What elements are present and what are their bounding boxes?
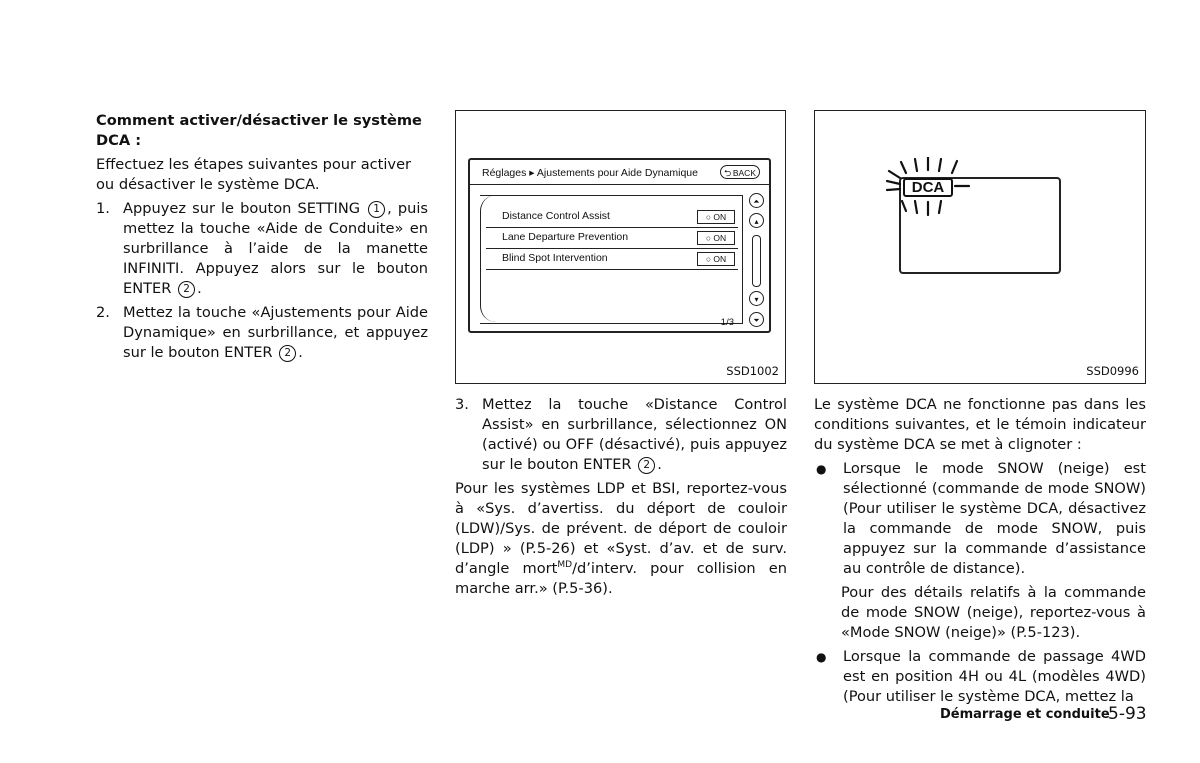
step-number: 2. (96, 304, 110, 321)
scroll-top-icon[interactable]: ⏶ (749, 193, 764, 208)
step-2 (96, 303, 428, 363)
right-column (814, 395, 1146, 711)
scrollbar[interactable] (752, 235, 761, 287)
step-1 (96, 199, 428, 299)
menu-row-lane-departure-prevention[interactable] (486, 228, 738, 249)
display-screen (468, 158, 771, 333)
callout-number: 2 (178, 281, 195, 298)
row-label: Distance Control Assist (502, 210, 610, 222)
intro-paragraph: Effectuez les étapes suivantes pour activer ou désactiver le système DCA. (96, 156, 412, 193)
bullet-icon: ● (816, 462, 827, 476)
step-number: 1. (96, 200, 110, 217)
bullet-note: Pour des détails relatifs à la commande de mode SNOW (neige), reportez-vous à «Mode SNOW (neige)» (P.5-123). (841, 584, 1146, 641)
toggle-label: ON (713, 254, 727, 264)
step-text-part: . (657, 456, 662, 473)
figure-dca-indicator (814, 110, 1146, 384)
figure-settings-screen (455, 110, 786, 384)
dca-indicator-flashing (885, 157, 975, 217)
step-text-part: Mettez la touche «Ajustements pour Aide Dynamique» en surbrillance, et appuyez sur le bouton ENTER (123, 304, 428, 361)
screen-title: Réglages ▸ Ajustements pour Aide Dynamique (482, 167, 698, 179)
paragraph-part: /d’interv. pour collision en marche arr.» (P.5-36). (455, 560, 787, 597)
back-label: BACK (732, 168, 756, 178)
step-text-part: Appuyez sur le bouton SETTING (123, 200, 361, 217)
bullet-text: Lorsque le mode SNOW (neige) est sélectionné (commande de mode SNOW) (Pour utiliser le système DCA, désactivez la commande de mode SNOW, puis appuyez sur la commande d’assistance au contrôle de distance). (843, 460, 1146, 577)
bullet-text: Lorsque la commande de passage 4WD est en position 4H ou 4L (modèles 4WD) (Pour utiliser le système DCA, mettez la (843, 648, 1146, 705)
middle-column (455, 395, 787, 603)
step-3 (455, 395, 787, 475)
toggle-indicator: ○ ON (697, 252, 735, 266)
step-text (482, 395, 787, 475)
menu-row-blind-spot-intervention[interactable] (486, 249, 738, 270)
row-label: Blind Spot Intervention (502, 252, 608, 264)
back-arrow-icon: ⮌ (724, 168, 732, 178)
page-number: 5-93 (1108, 704, 1147, 724)
step-text-part: . (298, 344, 303, 361)
scroll-up-icon[interactable]: ▴ (749, 213, 764, 228)
step-number: 3. (455, 396, 469, 413)
scroll-bottom-icon[interactable]: ⏷ (749, 312, 764, 327)
toggle-indicator: ○ ON (697, 231, 735, 245)
back-button[interactable] (720, 165, 760, 179)
callout-number: 2 (638, 457, 655, 474)
conditions-intro: Le système DCA ne fonctionne pas dans les conditions suivantes, et le témoin indicateur du système DCA se met à clignoter : (814, 396, 1146, 453)
section-heading: Comment activer/désactiver le système DCA : (96, 112, 422, 149)
callout-number: 1 (368, 201, 385, 218)
bullet-snow-mode (814, 459, 1146, 579)
bullet-icon: ● (816, 650, 827, 664)
step-text (123, 199, 428, 299)
reference-paragraph (455, 479, 787, 599)
callout-number: 2 (279, 345, 296, 362)
step-text-part: Mettez la touche «Distance Control Assist» en surbrillance, sélectionnez ON (activé) ou OFF (désactivé), puis appuyez sur le bouton ENTER (482, 396, 787, 473)
paragraph-part: Pour les systèmes LDP et BSI, reportez-vous à «Sys. d’avertiss. du déport de couloir (LDW)/Sys. de prévent. de déport de couloir (LDP) » (P.5-26) et «Syst. d’av. et de surv. d’angle mort (455, 480, 787, 577)
menu-row-distance-control-assist[interactable] (486, 207, 738, 228)
toggle-indicator: ○ ON (697, 210, 735, 224)
bullet-4wd (814, 647, 1146, 707)
left-column (96, 111, 428, 367)
figure-code: SSD1002 (726, 364, 779, 378)
toggle-label: ON (713, 233, 727, 243)
dca-indicator-label: DCA (903, 178, 953, 197)
figure-code: SSD0996 (1086, 364, 1139, 378)
footer-section-title: Démarrage et conduite (940, 707, 1110, 722)
page-indicator: 1/3 (720, 317, 734, 328)
scroll-down-icon[interactable]: ▾ (749, 291, 764, 306)
step-text-part: . (197, 280, 202, 297)
step-text-part: , puis mettez la touche «Aide de Conduite» en surbrillance à l’aide de la manette INFINITI. Appuyez alors sur le bouton ENTER (123, 200, 429, 297)
trademark-superscript: MD (557, 560, 573, 571)
toggle-label: ON (713, 212, 727, 222)
title-divider (470, 184, 769, 185)
row-label: Lane Departure Prevention (502, 231, 629, 243)
step-text (123, 303, 428, 363)
